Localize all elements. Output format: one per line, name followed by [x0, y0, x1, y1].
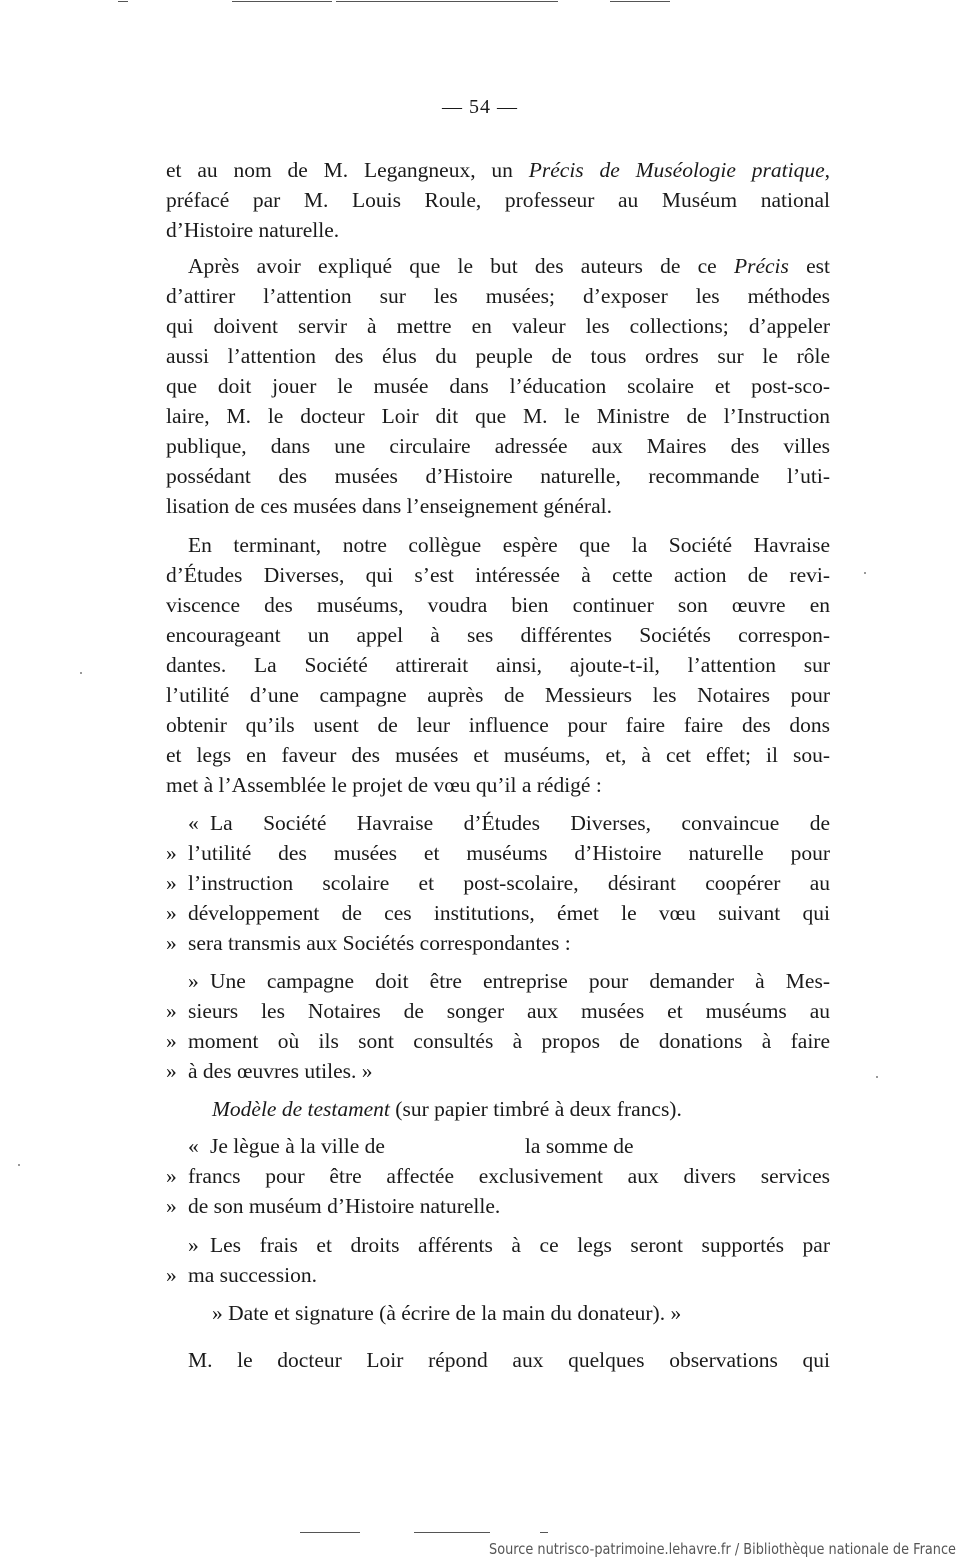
- bottom-edge-mark: [300, 1532, 360, 1533]
- quote-line: » moment où ils sont consultés à propos de donations à faire: [166, 1029, 830, 1053]
- text-line: En terminant, notre collègue espère que la Société Havraise: [188, 533, 830, 557]
- text-line: encourageant un appel à ses différentes Sociétés correspon-: [166, 623, 830, 647]
- scan-speck: [18, 1164, 20, 1166]
- text-line: et au nom de M. Legangneux, un Précis de Muséologie pratique,: [166, 158, 830, 182]
- top-edge-mark: [610, 1, 670, 2]
- quote-line: » Une campagne doit être entreprise pour demander à Mes-: [188, 969, 830, 993]
- top-edge-mark: [336, 1, 558, 2]
- text-line: laire, M. le docteur Loir dit que M. le Ministre de l’Instruction: [166, 404, 830, 428]
- top-edge-mark: [232, 1, 332, 2]
- text-line: d’attirer l’attention sur les musées; d’exposer les méthodes: [166, 284, 830, 308]
- text-line: d’Histoire naturelle.: [166, 218, 340, 242]
- quote-line: » à des œuvres utiles. »: [166, 1059, 373, 1083]
- text-line: Après avoir expliqué que le but des auteurs de ce Précis est: [188, 254, 830, 278]
- scan-speck: [864, 572, 866, 574]
- text-line: M. le docteur Loir répond aux quelques observations qui: [188, 1348, 830, 1372]
- quote-line: » l’utilité des musées et muséums d’Histoire naturelle pour: [166, 841, 830, 865]
- quote-line: » francs pour être affectée exclusivement aux divers services: [166, 1164, 830, 1188]
- quote-line: » développement de ces institutions, émet le vœu suivant qui: [166, 901, 830, 925]
- text-line: préfacé par M. Louis Roule, professeur au Muséum national: [166, 188, 830, 212]
- quote-line: » sera transmis aux Sociétés correspondantes :: [166, 931, 571, 955]
- bottom-edge-mark: [414, 1532, 490, 1533]
- signature-line: » Date et signature (à écrire de la main du donateur). »: [212, 1301, 682, 1325]
- quote-line: » de son muséum d’Histoire naturelle.: [166, 1194, 501, 1218]
- text-line: possédant des musées d’Histoire naturelle, recommande l’uti-: [166, 464, 830, 488]
- top-edge-mark: [118, 1, 128, 2]
- scan-speck: [80, 672, 82, 674]
- quote-line: » l’instruction scolaire et post-scolaire, désirant coopérer au: [166, 871, 830, 895]
- text-line: viscence des muséums, voudra bien continuer son œuvre en: [166, 593, 830, 617]
- page-number: — 54 —: [442, 96, 518, 118]
- text-line: et legs en faveur des musées et muséums, et, à cet effet; il sou-: [166, 743, 830, 767]
- source-attribution: Source nutrisco-patrimoine.lehavre.fr / Bibliothèque nationale de France: [489, 1540, 956, 1558]
- bottom-edge-mark: [540, 1532, 548, 1533]
- text-line: publique, dans une circulaire adressée aux Maires des villes: [166, 434, 830, 458]
- quote-line: » Les frais et droits afférents à ce legs seront supportés par: [188, 1233, 830, 1257]
- text-line: met à l’Assemblée le projet de vœu qu’il a rédigé :: [166, 773, 602, 797]
- text-line: aussi l’attention des élus du peuple de tous ordres sur le rôle: [166, 344, 830, 368]
- text-line: que doit jouer le musée dans l’éducation scolaire et post-sco-: [166, 374, 830, 398]
- text-line: l’utilité d’une campagne auprès de Messieurs les Notaires pour: [166, 683, 830, 707]
- text-line: dantes. La Société attirerait ainsi, ajoute-t-il, l’attention sur: [166, 653, 830, 677]
- text-line: d’Études Diverses, qui s’est intéressée à cette action de revi-: [166, 563, 830, 587]
- quote-line: » sieurs les Notaires de songer aux musées et muséums au: [166, 999, 830, 1023]
- quote-line: « Je lègue à la ville de la somme de: [188, 1134, 634, 1158]
- text-line: obtenir qu’ils usent de leur influence pour faire faire des dons: [166, 713, 830, 737]
- model-heading: Modèle de testament (sur papier timbré à deux francs).: [212, 1097, 682, 1121]
- text-line: qui doivent servir à mettre en valeur les collections; d’appeler: [166, 314, 830, 338]
- scan-speck: [876, 1076, 878, 1078]
- quote-line: » ma succession.: [166, 1263, 317, 1287]
- text-line: lisation de ces musées dans l’enseignement général.: [166, 494, 612, 518]
- quote-line: « La Société Havraise d’Études Diverses, convaincue de: [188, 811, 830, 835]
